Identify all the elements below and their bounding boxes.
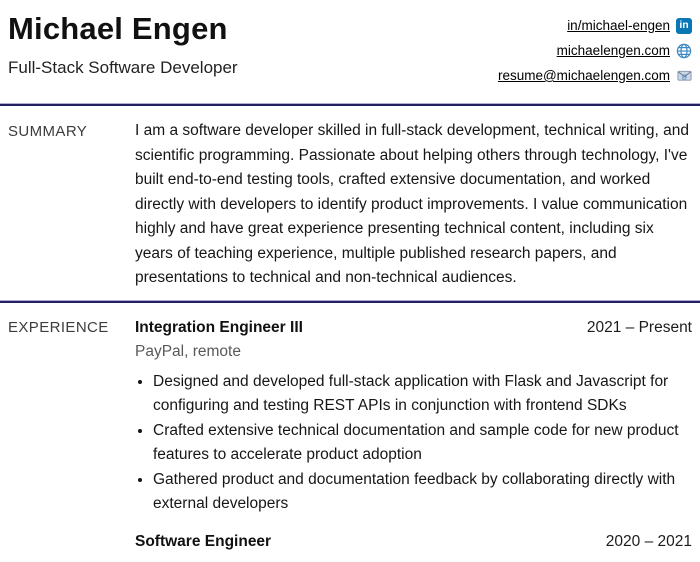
person-title: Full-Stack Software Developer [8, 58, 238, 77]
experience-label: EXPERIENCE [8, 319, 109, 336]
job-entry [135, 316, 692, 517]
summary-content [135, 119, 692, 291]
svg-text:@: @ [680, 73, 688, 81]
job-title: Integration Engineer III [135, 318, 303, 336]
section-divider [0, 300, 700, 303]
globe-icon[interactable] [676, 43, 692, 59]
contact-row-website [498, 38, 692, 63]
section-divider [0, 103, 700, 106]
experience-section [0, 316, 700, 555]
person-name: Michael Engen [8, 11, 228, 46]
resume-header [0, 0, 700, 88]
job-header [135, 530, 692, 555]
job-dates: 2020 – 2021 [605, 532, 692, 550]
job-entry [135, 530, 692, 555]
email-icon[interactable] [676, 68, 692, 84]
website-link[interactable]: michaelengen.com [556, 43, 670, 58]
job-bullet: • Designed and developed full-stack application with Flask and Javascript for configuring and testing REST APIs in conjunction with frontend SDKs [153, 370, 692, 419]
job-bullet: • Gathered product and documentation feedback by collaborating directly with external developers [153, 468, 692, 517]
job-bullet: • Crafted extensive technical documentation and sample code for new product features to accelerate product adoption [153, 419, 692, 468]
linkedin-icon[interactable]: in [676, 18, 692, 34]
summary-label: SUMMARY [8, 122, 88, 140]
job-bullet-list [135, 370, 692, 517]
contact-row-email [498, 63, 692, 88]
header-identity [8, 10, 238, 79]
job-title: Software Engineer [135, 532, 272, 550]
job-header [135, 316, 692, 341]
summary-text: I am a software developer skilled in full-stack development, technical writing, and scientific programming. Passionate about helping others through technology, I've built end-to-end testing tools, crafted extensive documentation, and worked directly with developers to identify product improvements. I value communication highly and have great experience presenting technical content, including six years of teaching experience, multiple published research papers, and presentations to technical and non-technical audiences. [135, 122, 689, 286]
contact-links [498, 10, 692, 88]
job-dates: 2021 – Present [586, 318, 692, 336]
linkedin-link[interactable]: in/michael-engen [567, 18, 670, 33]
job-organization: PayPal, remote [135, 343, 241, 360]
experience-content [135, 316, 692, 555]
summary-section [0, 119, 700, 291]
contact-row-linkedin [498, 13, 692, 38]
email-link[interactable]: resume@michaelengen.com [497, 68, 670, 83]
